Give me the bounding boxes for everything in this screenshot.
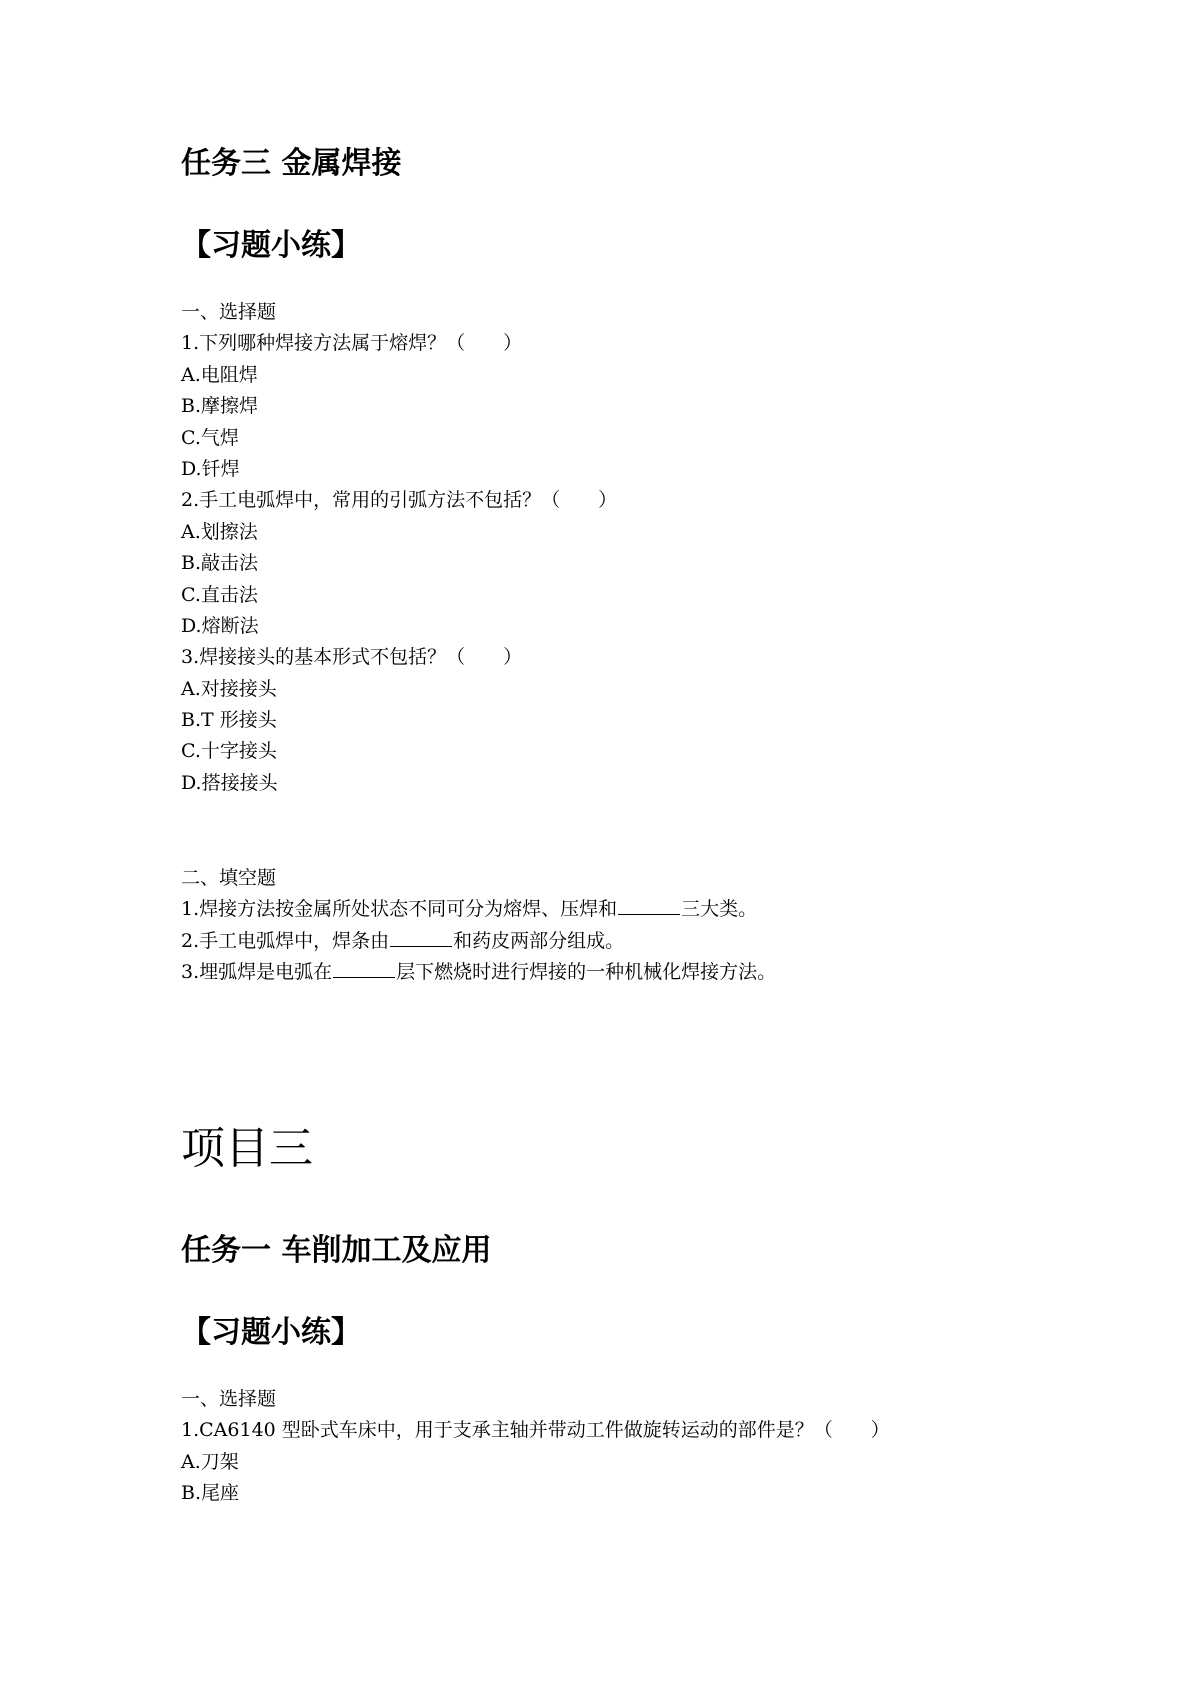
- option: C.直击法: [181, 583, 258, 606]
- drill-title: 【习题小练】: [181, 1315, 361, 1350]
- section-heading: 二、填空题: [181, 867, 277, 889]
- fill-in-blank-section: [181, 863, 1081, 989]
- option: D.钎焊: [181, 457, 240, 480]
- fill-text-after: 层下燃烧时进行焊接的一种机械化焊接方法。: [396, 961, 777, 984]
- fill-item: [181, 894, 1081, 925]
- task-title: 任务三 金属焊接: [181, 146, 402, 181]
- option: C.气焊: [181, 426, 239, 449]
- option: A.划擦法: [181, 520, 258, 543]
- fill-text-after: 和药皮两部分组成。: [453, 929, 625, 952]
- fill-text-before: 1.焊接方法按金属所处状态不同可分为熔焊、压焊和: [181, 898, 618, 921]
- fill-item: [181, 926, 1081, 957]
- answer-blank[interactable]: [390, 928, 452, 947]
- answer-blank[interactable]: [618, 896, 680, 915]
- option: A.刀架: [181, 1450, 239, 1473]
- multiple-choice-section: [181, 1384, 1081, 1510]
- task-title: 任务一 车削加工及应用: [181, 1233, 492, 1268]
- section-heading: 一、选择题: [181, 1388, 277, 1410]
- fill-item: [181, 957, 1081, 988]
- option: B.T 形接头: [181, 709, 277, 732]
- option: B.尾座: [181, 1482, 240, 1505]
- answer-blank[interactable]: [333, 959, 395, 978]
- section-heading: 一、选择题: [181, 301, 277, 323]
- option: A.电阻焊: [181, 363, 258, 386]
- question-stem: 3.焊接接头的基本形式不包括？（ ）: [181, 646, 523, 669]
- option: B.敲击法: [181, 552, 259, 575]
- question-stem: 2.手工电弧焊中，常用的引弧方法不包括？（ ）: [181, 489, 618, 512]
- option: B.摩擦焊: [181, 395, 259, 418]
- question-stem: 1.下列哪种焊接方法属于熔焊？（ ）: [181, 332, 523, 355]
- multiple-choice-section: [181, 297, 1081, 799]
- fill-text-before: 3.埋弧焊是电弧在: [181, 961, 333, 984]
- question-stem: 1.CA6140 型卧式车床中，用于支承主轴并带动工件做旋转运动的部件是？（ ）: [181, 1419, 890, 1442]
- option: A.对接接头: [181, 677, 277, 700]
- option: D.搭接接头: [181, 771, 278, 794]
- drill-title: 【习题小练】: [181, 228, 361, 263]
- fill-text-before: 2.手工电弧焊中，焊条由: [181, 929, 390, 952]
- option: D.熔断法: [181, 614, 259, 637]
- option: C.十字接头: [181, 740, 277, 763]
- project-title: 项目三: [181, 1123, 313, 1174]
- fill-text-after: 三大类。: [681, 898, 758, 921]
